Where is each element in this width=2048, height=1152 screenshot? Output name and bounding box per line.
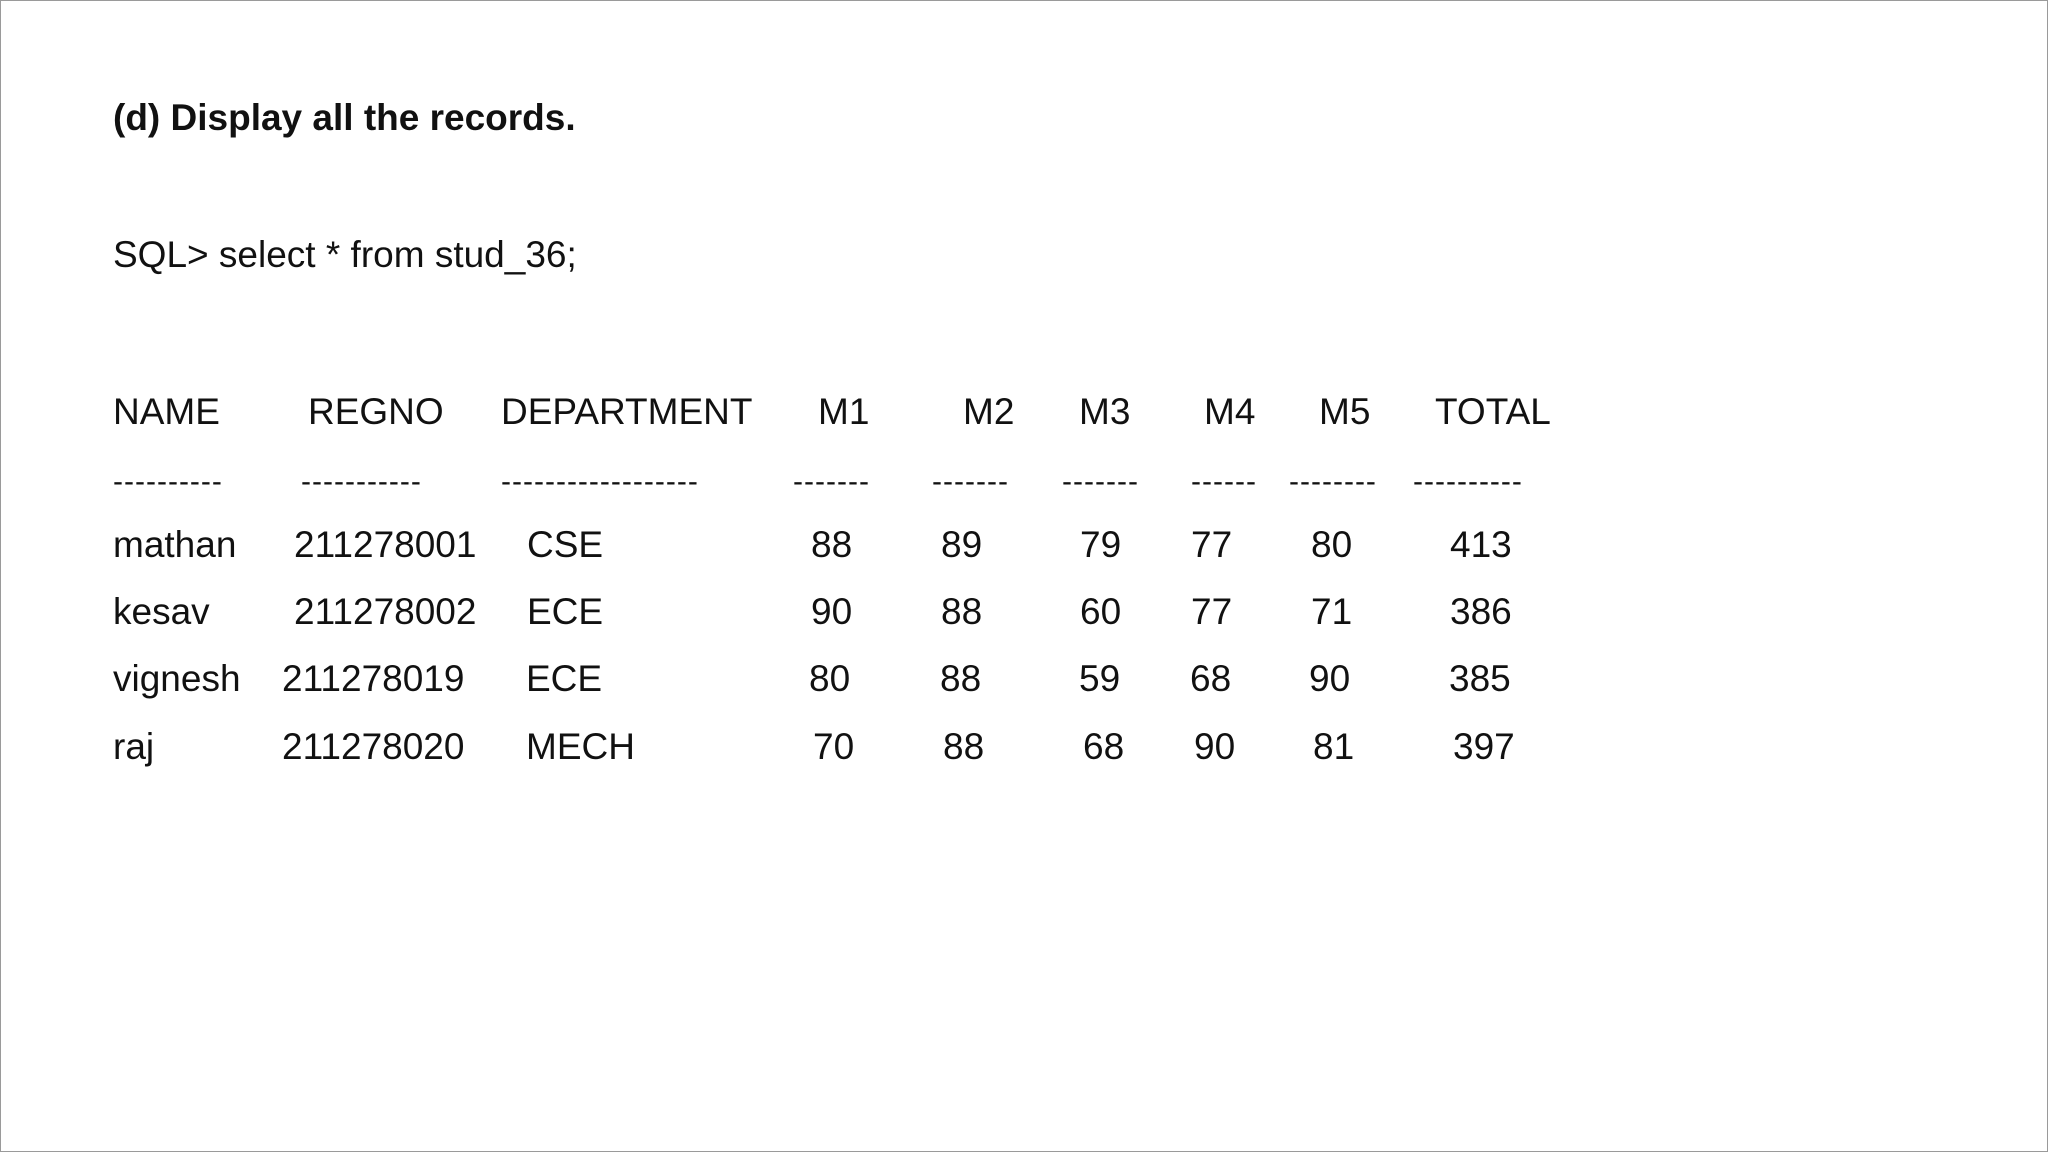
column-header: REGNO <box>308 391 444 432</box>
table-cell: 60 <box>1080 591 1122 632</box>
table-cell: 77 <box>1191 591 1233 632</box>
table-cell: 385 <box>1449 658 1511 699</box>
table-cell: 413 <box>1450 524 1512 565</box>
column-separator: ------- <box>1062 465 1139 498</box>
column-separator: ------- <box>793 465 870 498</box>
table-cell: vignesh <box>113 658 241 699</box>
column-header: NAME <box>113 391 220 432</box>
column-separator: ---------- <box>1413 465 1523 498</box>
table-cell: 90 <box>1309 658 1351 699</box>
column-header: M1 <box>818 391 870 432</box>
table-cell: 77 <box>1191 524 1233 565</box>
column-separator: ------ <box>1191 465 1257 498</box>
table-cell: 211278001 <box>294 524 477 565</box>
table-cell: mathan <box>113 524 237 565</box>
column-separator: ------------------ <box>501 465 699 498</box>
table-cell: ECE <box>526 658 603 699</box>
column-header: M4 <box>1204 391 1256 432</box>
table-cell: 89 <box>941 524 983 565</box>
table-cell: 90 <box>811 591 853 632</box>
column-header: TOTAL <box>1435 391 1551 432</box>
table-cell: ECE <box>527 591 604 632</box>
column-header: M3 <box>1079 391 1131 432</box>
table-cell: 79 <box>1080 524 1122 565</box>
column-header: M5 <box>1319 391 1371 432</box>
table-cell: 211278020 <box>282 726 465 767</box>
table-cell: CSE <box>527 524 604 565</box>
table-cell: kesav <box>113 591 210 632</box>
table-cell: 211278019 <box>282 658 465 699</box>
table-cell: 386 <box>1450 591 1512 632</box>
column-header: DEPARTMENT <box>501 391 753 432</box>
table-cell: 80 <box>809 658 851 699</box>
table-cell: 211278002 <box>294 591 477 632</box>
table-cell: 88 <box>811 524 853 565</box>
table-cell: 90 <box>1194 726 1236 767</box>
table-cell: 68 <box>1083 726 1125 767</box>
column-separator: ----------- <box>301 465 422 498</box>
table-cell: raj <box>113 726 155 767</box>
column-separator: ---------- <box>113 465 223 498</box>
table-cell: 81 <box>1313 726 1355 767</box>
table-cell: 70 <box>813 726 855 767</box>
sql-query-line: SQL> select * from stud_36; <box>113 234 577 275</box>
table-cell: 88 <box>943 726 985 767</box>
slide-heading: (d) Display all the records. <box>113 97 576 138</box>
column-header: M2 <box>963 391 1015 432</box>
table-cell: 80 <box>1311 524 1353 565</box>
table-cell: 71 <box>1311 591 1353 632</box>
column-separator: -------- <box>1289 465 1377 498</box>
table-cell: 397 <box>1453 726 1515 767</box>
table-cell: 59 <box>1079 658 1121 699</box>
table-cell: 88 <box>940 658 982 699</box>
table-cell: 68 <box>1190 658 1232 699</box>
table-cell: 88 <box>941 591 983 632</box>
column-separator: ------- <box>932 465 1009 498</box>
table-cell: MECH <box>526 726 635 767</box>
